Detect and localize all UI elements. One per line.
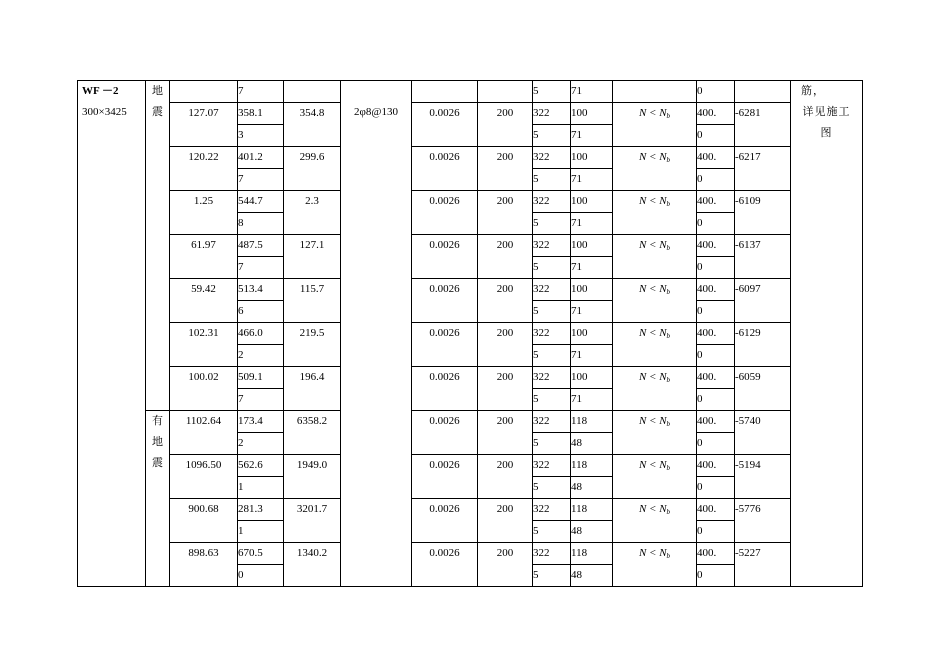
cell-value: 71 [571,81,613,103]
cell-value: 0.0026 [412,411,478,455]
cell-value: 5 [533,565,571,587]
cell-value: 3 [238,125,284,147]
group-label-with-seismic: 有 地 震 [146,411,170,587]
cell-value: -5740 [735,411,791,455]
cell-value: 544.7 [238,191,284,213]
cell-value: 6358.2 [284,411,341,455]
condition-cell: $N < N_b$ [613,147,697,191]
cell-value: 322 [533,411,571,433]
cell-value: 281.3 [238,499,284,521]
cell-value: 100 [571,367,613,389]
cell-value: 71 [571,213,613,235]
cell-value: 562.6 [238,455,284,477]
cell-value: 5 [533,301,571,323]
cell-value: 0 [697,257,735,279]
cell-value: 3201.7 [284,499,341,543]
cell-value: 0.0026 [412,103,478,147]
cell-value: 200 [478,455,533,499]
cell-value: 466.0 [238,323,284,345]
cell-value: 487.5 [238,235,284,257]
table-row [78,279,863,301]
table-row [78,367,863,389]
cell-value: 1102.64 [170,411,238,455]
cell-value: 0.0026 [412,367,478,411]
cell-value: -6137 [735,235,791,279]
cell-value: 0.0026 [412,147,478,191]
cell-value: 7 [238,169,284,191]
cell-value: 0 [697,125,735,147]
table-row [78,103,863,125]
cell-value: -6217 [735,147,791,191]
cell-value: 100 [571,323,613,345]
cell-value: 1096.50 [170,455,238,499]
cell-value: -5776 [735,499,791,543]
cell-value: 200 [478,103,533,147]
condition-cell: $N < N_b$ [613,367,697,411]
cell-value: 898.63 [170,543,238,587]
cell-value: 322 [533,103,571,125]
cell-value: 0.0026 [412,191,478,235]
cell-value: 1949.0 [284,455,341,499]
cell-value: 0 [697,521,735,543]
cell-value: 5 [533,81,571,103]
cell-value: 0 [697,169,735,191]
cell-value: 127.07 [170,103,238,147]
cell-value: 100 [571,103,613,125]
cell-value: 61.97 [170,235,238,279]
cell-value: 509.1 [238,367,284,389]
cell-value: 173.4 [238,411,284,433]
cell-value: 1.25 [170,191,238,235]
cell-value: 200 [478,279,533,323]
cell-value: 59.42 [170,279,238,323]
cell-value: 0 [697,345,735,367]
cell-value: 2 [238,345,284,367]
condition-cell: $N < N_b$ [613,235,697,279]
cell-value: 5 [533,257,571,279]
cell-value: 400. [697,367,735,389]
cell-value: 100 [571,235,613,257]
cell-value: 400. [697,323,735,345]
cell-value: 401.2 [238,147,284,169]
cell-value: 400. [697,499,735,521]
cell-value: 400. [697,191,735,213]
cell-value: 322 [533,235,571,257]
cell-value: 7 [238,81,284,103]
cell-value: -5227 [735,543,791,587]
table-row [78,455,863,477]
cell-value: 0.0026 [412,455,478,499]
cell-value: 71 [571,125,613,147]
cell-value: 127.1 [284,235,341,279]
cell-value: 0.0026 [412,323,478,367]
cell-value: 1 [238,521,284,543]
cell-value: 322 [533,499,571,521]
cell-value: 900.68 [170,499,238,543]
cell-value: 100 [571,191,613,213]
cell-value: 5 [533,521,571,543]
cell-value: 322 [533,543,571,565]
cell-value: 0 [697,477,735,499]
cell-value: -6097 [735,279,791,323]
cell-value: 0.0026 [412,279,478,323]
cell-value: 400. [697,103,735,125]
rebar-cell [341,81,412,587]
cell-value: 5 [533,213,571,235]
cell-value: 322 [533,147,571,169]
cell-value: 100.02 [170,367,238,411]
condition-cell: $N < N_b$ [613,103,697,147]
cell-value: 322 [533,279,571,301]
cell-value: 8 [238,213,284,235]
cell-value: 200 [478,323,533,367]
cell-value: 7 [238,389,284,411]
cell-value: 5 [533,169,571,191]
rebar-spec: 2φ8@130 [354,106,398,118]
cell-value: 0 [238,565,284,587]
cell-value: 48 [571,477,613,499]
cell-value: 48 [571,433,613,455]
table-row [78,235,863,257]
cell-value: 513.4 [238,279,284,301]
cell-value: 196.4 [284,367,341,411]
cell-value: 200 [478,499,533,543]
cell-value: 118 [571,499,613,521]
cell-value: 0 [697,565,735,587]
cell-value: 200 [478,235,533,279]
cell-value: 400. [697,279,735,301]
cell-value: -6059 [735,367,791,411]
cell-value: 0 [697,213,735,235]
cell-value: 0 [697,81,735,103]
cell-value: 71 [571,257,613,279]
cell-value: 200 [478,191,533,235]
cell-value: 71 [571,169,613,191]
cell-value: 102.31 [170,323,238,367]
note-cell: 筋， 详见施工 图 [791,81,863,587]
cell-value: 0 [697,433,735,455]
cell-value: -6281 [735,103,791,147]
cell-value: 6 [238,301,284,323]
cell-value: 0.0026 [412,543,478,587]
cell-value: 354.8 [284,103,341,147]
cell-value: 322 [533,191,571,213]
cell-value: 670.5 [238,543,284,565]
cell-value: 200 [478,147,533,191]
condition-cell: $N < N_b$ [613,455,697,499]
table-row [78,323,863,345]
cell-value: 120.22 [170,147,238,191]
cell-value: 400. [697,147,735,169]
member-cell [78,81,146,587]
calculation-table [77,80,863,587]
cell-value: 200 [478,367,533,411]
cell-value: -6109 [735,191,791,235]
cell-value: 5 [533,389,571,411]
cell-value: -6129 [735,323,791,367]
cell-value: 100 [571,147,613,169]
condition-cell: $N < N_b$ [613,191,697,235]
cell-value: -5194 [735,455,791,499]
cell-value: 322 [533,323,571,345]
cell-value: 100 [571,279,613,301]
cell-value: 5 [533,477,571,499]
cell-value: 118 [571,543,613,565]
cell-value: 48 [571,565,613,587]
cell-value: 219.5 [284,323,341,367]
cell-value: 358.1 [238,103,284,125]
member-size: 300×3425 [82,106,127,118]
cell-value: 400. [697,235,735,257]
cell-value: 118 [571,411,613,433]
cell-value: 299.6 [284,147,341,191]
cell-value: 71 [571,345,613,367]
table-row [78,191,863,213]
group-label-seismic: 地 震 [146,81,170,411]
cell-value: 400. [697,411,735,433]
cell-value: 5 [533,345,571,367]
cell-value: 322 [533,455,571,477]
cell-value: 71 [571,301,613,323]
cell-value: 322 [533,367,571,389]
table-row [78,81,863,103]
cell-value: 400. [697,543,735,565]
condition-cell: $N < N_b$ [613,323,697,367]
condition-cell: $N < N_b$ [613,279,697,323]
cell-value: 5 [533,433,571,455]
cell-value: 7 [238,257,284,279]
cell-value: 0.0026 [412,235,478,279]
condition-cell: $N < N_b$ [613,543,697,587]
cell-value: 200 [478,411,533,455]
cell-value: 5 [533,125,571,147]
cell-value: 71 [571,389,613,411]
cell-value: 400. [697,455,735,477]
cell-value: 118 [571,455,613,477]
condition-cell: $N < N_b$ [613,499,697,543]
cell-value: 200 [478,543,533,587]
table-row [78,147,863,169]
cell-value: 1340.2 [284,543,341,587]
table-row [78,543,863,565]
cell-value: 1 [238,477,284,499]
cell-value: 0.0026 [412,499,478,543]
cell-value: 115.7 [284,279,341,323]
cell-value: 2 [238,433,284,455]
condition-cell: $N < N_b$ [613,411,697,455]
table-row [78,411,863,433]
cell-value: 0 [697,301,735,323]
cell-value: 0 [697,389,735,411]
cell-value: 48 [571,521,613,543]
member-name: WF －2 [82,85,119,97]
table-row [78,499,863,521]
cell-value: 2.3 [284,191,341,235]
